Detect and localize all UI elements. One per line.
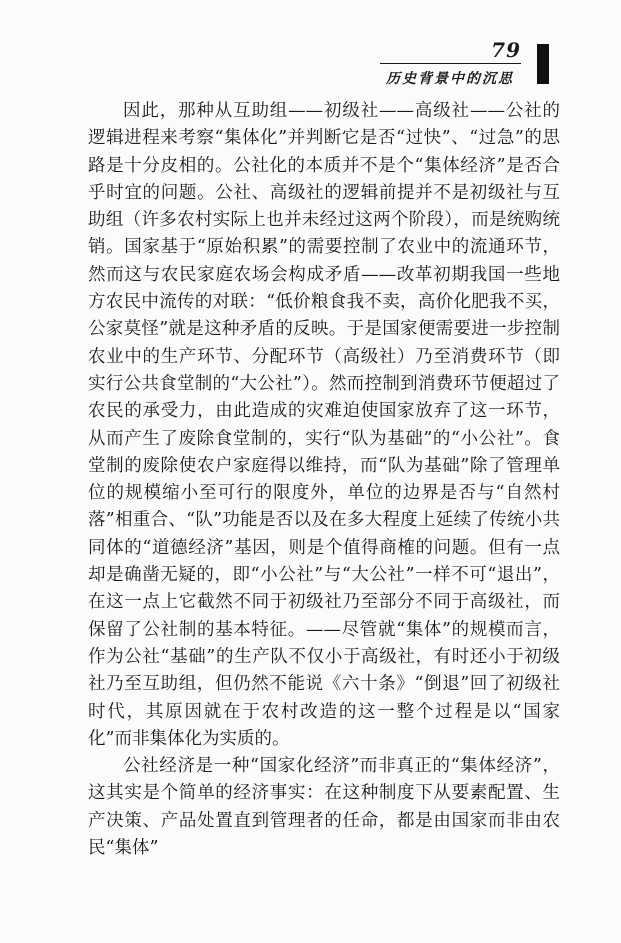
page-number: 79 <box>491 38 521 62</box>
running-title: 历史背景中的沉思 <box>386 71 514 87</box>
header-marker-block <box>537 44 549 84</box>
body-text <box>88 98 560 862</box>
header-rule <box>380 63 521 64</box>
running-header <box>380 38 555 90</box>
paragraph: 公社经济是一种“国家化经济”而非真正的“集体经济”，这其实是个简单的经济事实：在这种制度下从要素配置、生产决策、产品处置直到管理者的任命，都是由国家而非由农民“集体” <box>88 756 560 859</box>
paragraph: 因此，那种从互助组——初级社——高级社——公社的逻辑进程来考察“集体化”并判断它是否“过快”、“过急”的思路是十分皮相的。公社化的本质并不是个“集体经济”是否合乎时宜的问题。公社、高级社的逻辑前提并不是初级社与互助组（许多农村实际上也并未经过这两个阶段），而是统购统销。国家基于“原始积累”的需要控制了农业中的流通环节，然而这与农民家庭农场会构成矛盾——改革初期我国一些地方农民中流传的对联：“低价粮食我不卖，高价化肥我不买，公家莫怪”就是这种矛盾的反映。于是国家便需要进一步控制农业中的生产环节、分配环节（高级社）乃至消费环节（即实行公共食堂制的“大公社”）。然而控制到消费环节便超过了农民的承受力，由此造成的灾难迫使国家放弃了这一环节，从而产生了废除食堂制的，实行“队为基础”的“小公社”。食堂制的废除使农户家庭得以维持，而“队为基础”除了管理单位的规模缩小至可行的限度外，单位的边界是否与“自然村落”相重合、“队”功能是否以及在多大程度上延续了传统小共同体的“道德经济”基因，则是个值得商榷的问题。但有一点却是确凿无疑的，即“小公社”与“大公社”一样不可“退出”，在这一点上它截然不同于初级社乃至部分不同于高级社，而保留了公社制的基本特征。——尽管就“集体”的规模而言，作为公社“基础”的生产队不仅小于高级社，有时还小于初级社乃至互助组，但仍然不能说《六十条》“倒退”回了初级社时代，其原因就在于农村改造的这一整个过程是以“国家化”而非集体化为实质的。 <box>88 101 560 749</box>
